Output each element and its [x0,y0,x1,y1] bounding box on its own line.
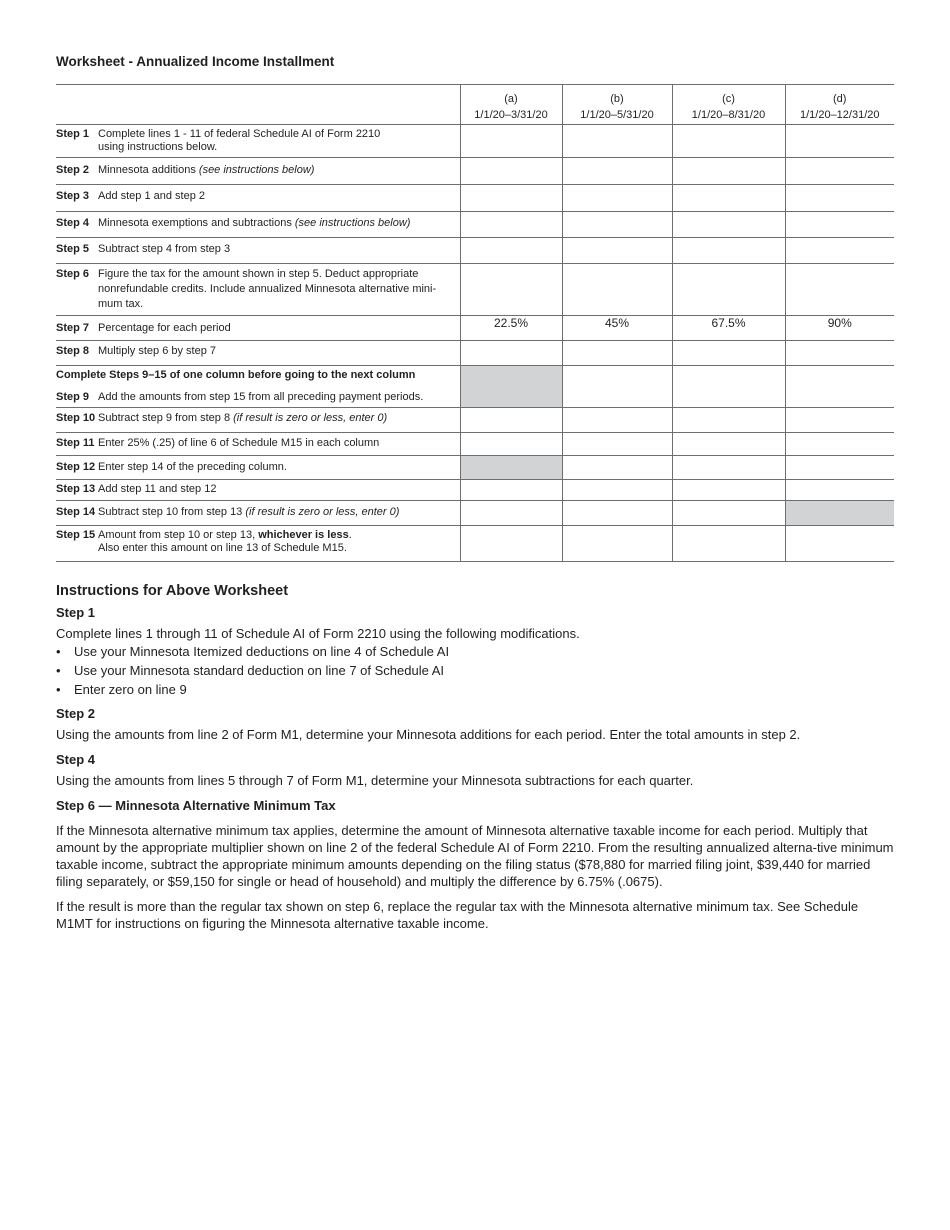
step-label: Step 2 [56,164,90,176]
input-cell-c[interactable] [672,408,785,433]
step-label: Step 4 [56,217,90,229]
step-description: Add step 11 and step 12 [98,483,217,495]
table-row [56,456,894,480]
step-label: Step 6 [56,268,90,280]
step-description: Add the amounts from step 15 from all preceding payment periods. [98,391,424,403]
header-spacer [56,85,460,125]
input-cell-d[interactable] [785,408,894,433]
percentage-d: 90% [785,316,894,341]
input-cell-b[interactable] [562,185,672,212]
input-cell-c[interactable] [672,158,785,185]
input-cell-a[interactable] [460,341,562,366]
bullet-icon: • [56,682,61,697]
input-cell-d[interactable] [785,212,894,238]
input-cell-a[interactable] [460,185,562,212]
step-description: Complete lines 1 - 11 of federal Schedule AI of Form 2210 using instructions below. [98,128,381,153]
step-description: Figure the tax for the amount shown in step 5. Deduct appropriate nonrefundable credits. Include annualized Minnesota alternative mini-mum tax. [98,268,437,310]
step-label: Step 15 [56,529,96,541]
table-row [56,264,894,316]
step-description: Enter 25% (.25) of line 6 of Schedule M15 in each column [98,437,380,449]
instructions-heading: Instructions for Above Worksheet [56,583,289,599]
percentage-a: 22.5% [460,316,562,341]
input-cell-c[interactable] [672,341,785,366]
step-label: Step 14 [56,506,96,518]
step-description: Percentage for each period [98,322,231,334]
input-cell-c[interactable] [672,238,785,264]
step-description: Subtract step 9 from step 8 (if result is zero or less, enter 0) [98,412,388,424]
table-row [56,185,894,212]
list-item: • Enter zero on line 9 [56,682,187,697]
list-item: • Use your Minnesota Itemized deductions on line 4 of Schedule AI [56,644,450,659]
input-cell-c[interactable] [672,526,785,562]
table-row [56,526,894,562]
input-cell-d[interactable] [785,185,894,212]
input-cell-a[interactable] [460,433,562,456]
column-order-note: Complete Steps 9–15 of one column before going to the next column [56,369,416,381]
input-cell-d[interactable] [785,480,894,501]
percentage-b: 45% [562,316,672,341]
input-cell-d[interactable] [785,158,894,185]
input-cell-b[interactable] [562,158,672,185]
step1-bullets [56,642,896,699]
column-header-b: (b) 1/1/20–5/31/20 [562,85,672,125]
step-label: Step 13 [56,483,96,495]
input-cell-c[interactable] [672,433,785,456]
input-cell-a[interactable] [460,212,562,238]
table-row [56,238,894,264]
step2-text: Using the amounts from line 2 of Form M1, determine your Minnesota additions for each period. Enter the total amounts in step 2. [56,727,801,742]
step1-heading: Step 1 [56,605,96,620]
step4-text: Using the amounts from lines 5 through 7 of Form M1, determine your Minnesota subtractions for each quarter. [56,773,694,788]
shaded-cell-a [460,456,562,480]
input-cell-d[interactable] [785,238,894,264]
step-label: Step 12 [56,461,96,473]
input-cell-d[interactable] [785,366,894,408]
step-label: Step 8 [56,345,90,357]
input-cell-d[interactable] [785,125,894,158]
shaded-cell-d [785,501,894,526]
input-cell-b[interactable] [562,480,672,501]
step-description: Add step 1 and step 2 [98,190,206,202]
input-cell-a[interactable] [460,501,562,526]
shaded-cell-a [460,366,562,408]
table-row [56,366,894,408]
input-cell-a[interactable] [460,264,562,316]
step6-paragraph-2: If the result is more than the regular tax shown on step 6, replace the regular tax with the Minnesota alternative minimum tax. See Schedule M1MT for instructions on figuring the Minnesota alternative taxable income. [56,899,859,931]
step-description: Subtract step 4 from step 3 [98,243,231,255]
step-description: Amount from step 10 or step 13, whichever is less. Also enter this amount on line 13 of Schedule M15. [98,529,352,554]
input-cell-c[interactable] [672,480,785,501]
step-description: Minnesota exemptions and subtractions (see instructions below) [98,217,411,229]
step-description: Multiply step 6 by step 7 [98,345,217,357]
input-cell-d[interactable] [785,433,894,456]
step-label: Step 3 [56,190,90,202]
table-row [56,316,894,341]
input-cell-b[interactable] [562,238,672,264]
input-cell-b[interactable] [562,125,672,158]
input-cell-b[interactable] [562,212,672,238]
table-row [56,501,894,526]
instructions-section [56,582,896,932]
column-header-d: (d) 1/1/20–12/31/20 [785,85,894,125]
input-cell-a[interactable] [460,125,562,158]
step-description: Subtract step 10 from step 13 (if result is zero or less, enter 0) [98,506,400,518]
column-header-row [56,85,894,125]
input-cell-a[interactable] [460,408,562,433]
step-description: Enter step 14 of the preceding column. [98,461,287,473]
input-cell-a[interactable] [460,526,562,562]
input-cell-d[interactable] [785,264,894,316]
list-item: • Use your Minnesota standard deduction on line 7 of Schedule AI [56,663,445,678]
input-cell-c[interactable] [672,125,785,158]
bullet-icon: • [56,663,61,678]
step1-text: Complete lines 1 through 11 of Schedule AI of Form 2210 using the following modifications. [56,626,580,641]
input-cell-b[interactable] [562,433,672,456]
input-cell-d[interactable] [785,341,894,366]
bullet-icon: • [56,644,61,659]
input-cell-c[interactable] [672,264,785,316]
input-cell-b[interactable] [562,366,672,408]
table-row [56,158,894,185]
input-cell-c[interactable] [672,185,785,212]
table-row [56,341,894,366]
page-title: Worksheet - Annualized Income Installment [56,54,335,69]
input-cell-b[interactable] [562,341,672,366]
input-cell-c[interactable] [672,456,785,480]
table-row [56,125,894,158]
annualized-income-worksheet [56,84,894,562]
step-label: Step 1 [56,128,90,140]
input-cell-c[interactable] [672,501,785,526]
input-cell-b[interactable] [562,264,672,316]
table-row [56,408,894,433]
table-row [56,480,894,501]
table-row [56,212,894,238]
column-header-a: (a) 1/1/20–3/31/20 [460,85,562,125]
column-header-c: (c) 1/1/20–8/31/20 [672,85,785,125]
step-label: Step 9 [56,391,90,403]
input-cell-a[interactable] [460,158,562,185]
step-label: Step 7 [56,322,90,334]
input-cell-a[interactable] [460,480,562,501]
table-row [56,433,894,456]
input-cell-b[interactable] [562,456,672,480]
input-cell-b[interactable] [562,408,672,433]
step6-heading: Step 6 — Minnesota Alternative Minimum Tax [56,798,336,813]
step4-heading: Step 4 [56,752,96,767]
percentage-c: 67.5% [672,316,785,341]
step-description: Minnesota additions (see instructions below) [98,164,315,176]
step-label: Step 10 [56,412,96,424]
step6-paragraph-1: If the Minnesota alternative minimum tax applies, determine the amount of Minnesota alternative taxable income for each period. Multiply that amount by the appropriate multiplier shown on line 2 of the federal Schedule AI of Form 2210. From the resulting annualized alterna-tive minimum taxable income, subtract the appropriate minimum amounts depending on the filing status ($78,880 for married filing joint, $39,440 for married filing separately, or $59,150 for single or head of household) and multiply the difference by 6.75% (.0675). [56,823,894,889]
input-cell-c[interactable] [672,366,785,408]
input-cell-a[interactable] [460,238,562,264]
input-cell-b[interactable] [562,526,672,562]
input-cell-d[interactable] [785,526,894,562]
step-label: Step 5 [56,243,90,255]
step-label: Step 11 [56,437,95,449]
step2-heading: Step 2 [56,706,96,721]
input-cell-c[interactable] [672,212,785,238]
input-cell-b[interactable] [562,501,672,526]
input-cell-d[interactable] [785,456,894,480]
